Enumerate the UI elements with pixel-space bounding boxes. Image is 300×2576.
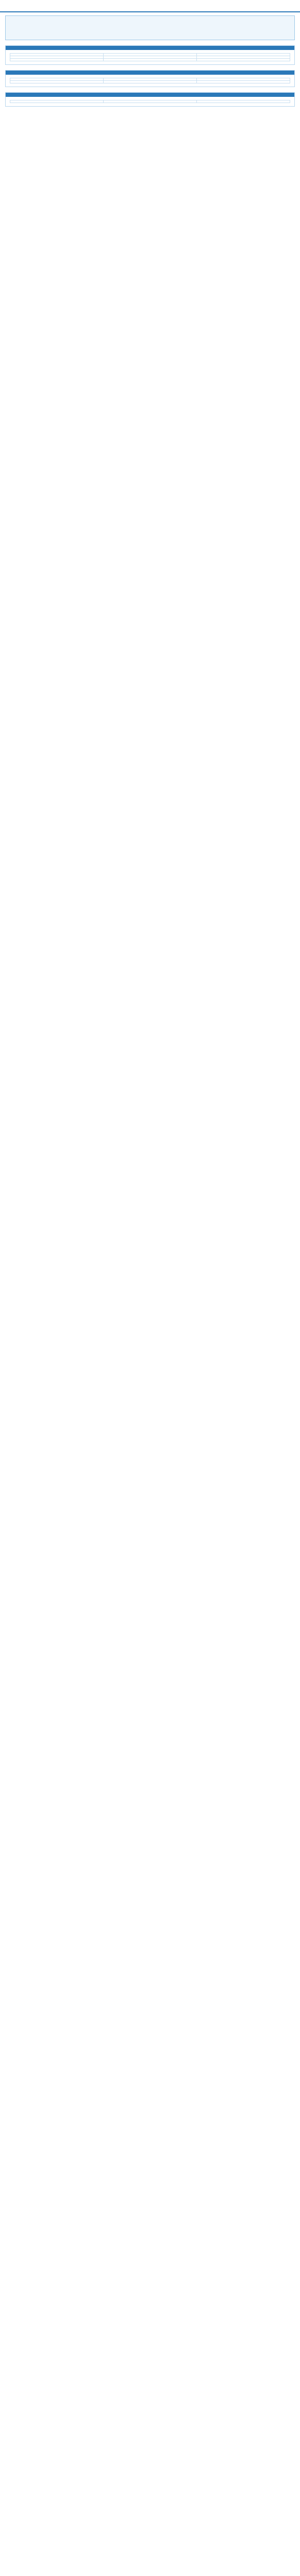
section-3-title [6, 93, 294, 97]
section-2-body [6, 75, 294, 87]
section-2-title [6, 71, 294, 75]
table-cell [197, 100, 290, 103]
section-1 [5, 45, 295, 65]
top-bar [0, 0, 300, 12]
table-cell [197, 59, 290, 61]
table-row [10, 59, 290, 61]
table-cell [197, 81, 290, 83]
table-cell [104, 100, 197, 103]
section-3-body [6, 97, 294, 106]
header [5, 15, 295, 40]
section-2 [5, 70, 295, 87]
table-row [10, 81, 290, 83]
section-2-table [10, 78, 290, 83]
table-cell [10, 59, 104, 61]
table-row [10, 100, 290, 103]
table-cell [10, 100, 104, 103]
section-1-table [10, 53, 290, 61]
section-1-title [6, 46, 294, 50]
table-cell [104, 81, 197, 83]
section-3-table [10, 100, 290, 103]
table-cell [104, 59, 197, 61]
section-3 [5, 92, 295, 107]
section-1-body [6, 50, 294, 64]
table-cell [10, 81, 104, 83]
